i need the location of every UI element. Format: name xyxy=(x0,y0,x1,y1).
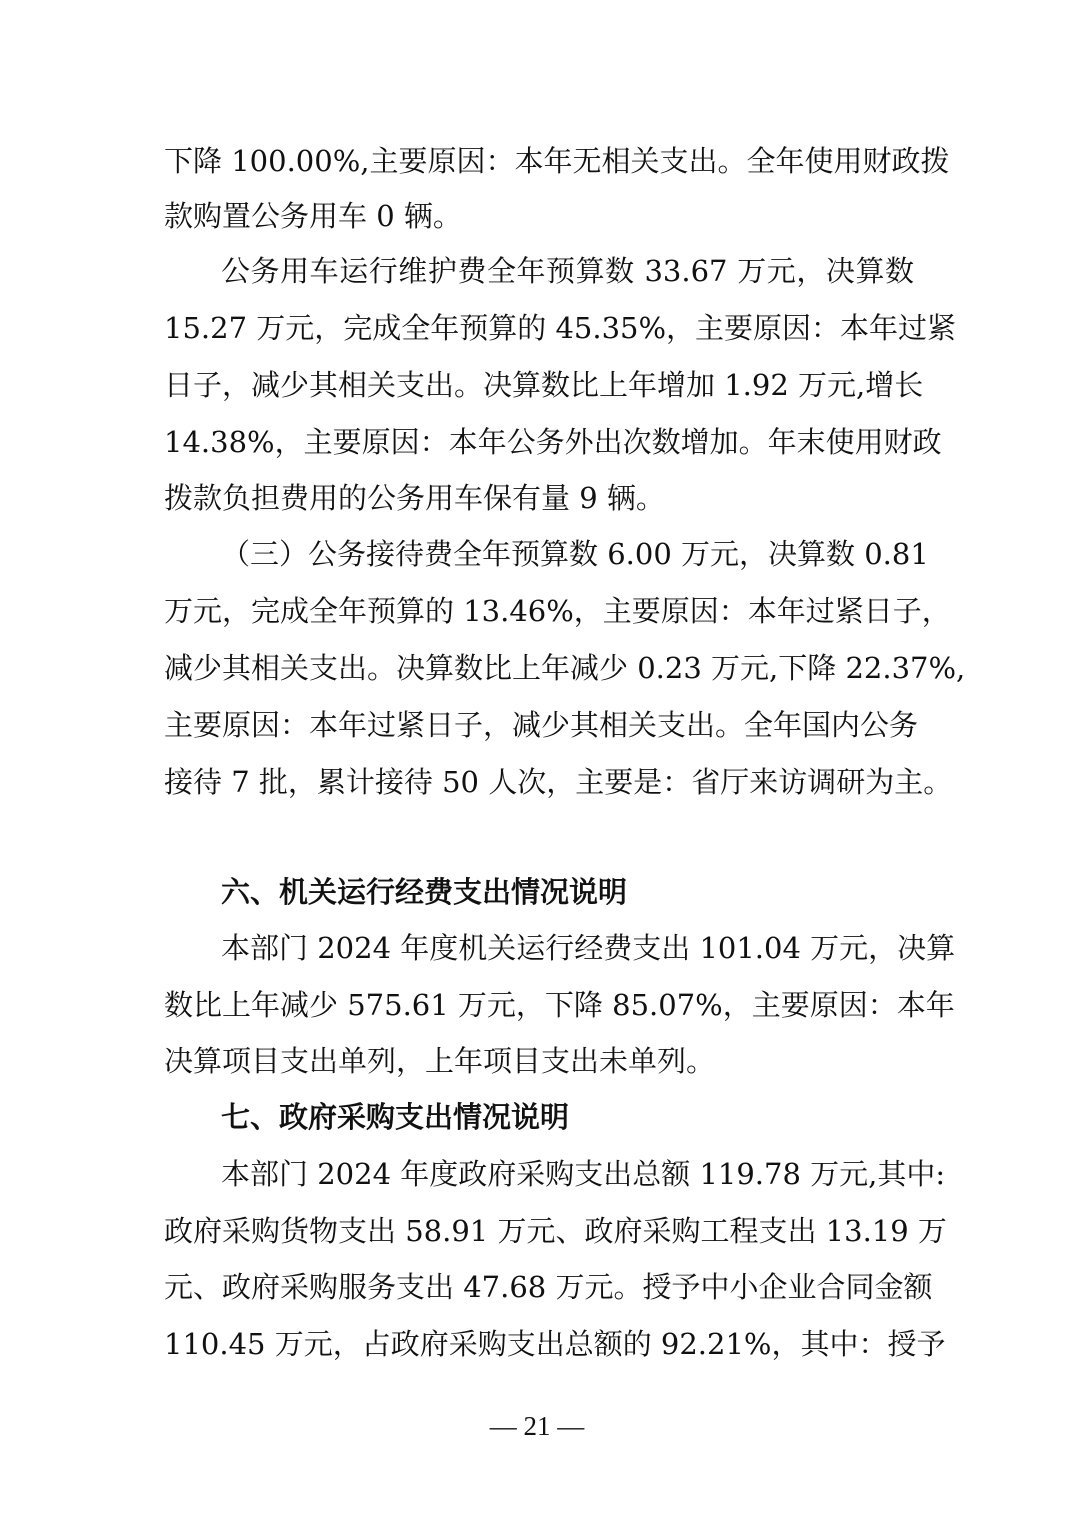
paragraph-line: 元、政府采购服务支出 47.68 万元。授予中小企业合同金额 xyxy=(164,1270,933,1304)
paragraph-line: 公务用车运行维护费全年预算数 33.67 万元，决算数 xyxy=(221,254,914,288)
paragraph-line: 万元，完成全年预算的 13.46%，主要原因：本年过紧日子， xyxy=(164,594,951,628)
paragraph-line: 日子，减少其相关支出。决算数比上年增加 1.92 万元,增长 xyxy=(164,368,924,402)
paragraph-line: 本部门 2024 年度政府采购支出总额 119.78 万元,其中: xyxy=(221,1157,946,1191)
paragraph-line: 决算项目支出单列，上年项目支出未单列。 xyxy=(164,1044,716,1078)
paragraph-line: 政府采购货物支出 58.91 万元、政府采购工程支出 13.19 万 xyxy=(164,1214,947,1248)
paragraph-line: 接待 7 批，累计接待 50 人次，主要是：省厅来访调研为主。 xyxy=(164,765,953,799)
paragraph-line: 主要原因：本年过紧日子，减少其相关支出。全年国内公务 xyxy=(164,708,919,742)
paragraph-line: 本部门 2024 年度机关运行经费支出 101.04 万元，决算 xyxy=(221,931,956,965)
paragraph-line: （三）公务接待费全年预算数 6.00 万元，决算数 0.81 xyxy=(221,537,929,571)
paragraph-line: 14.38%，主要原因：本年公务外出次数增加。年末使用财政 xyxy=(164,425,942,459)
page-number: — 21 — xyxy=(489,1411,585,1441)
paragraph-line: 数比上年减少 575.61 万元，下降 85.07%，主要原因：本年 xyxy=(164,988,955,1022)
paragraph-line: 110.45 万元，占政府采购支出总额的 92.21%，其中：授予 xyxy=(164,1327,946,1361)
paragraph-line: 款购置公务用车 0 辆。 xyxy=(164,199,462,233)
section-heading: 六、机关运行经费支出情况说明 xyxy=(221,875,628,909)
paragraph-line: 下降 100.00%,主要原因：本年无相关支出。全年使用财政拨 xyxy=(164,144,950,178)
section-heading: 七、政府采购支出情况说明 xyxy=(221,1100,570,1134)
paragraph-line: 拨款负担费用的公务用车保有量 9 辆。 xyxy=(164,481,665,515)
paragraph-line: 减少其相关支出。决算数比上年减少 0.23 万元,下降 22.37%, xyxy=(164,651,966,685)
paragraph-line: 15.27 万元，完成全年预算的 45.35%，主要原因：本年过紧 xyxy=(164,311,957,345)
